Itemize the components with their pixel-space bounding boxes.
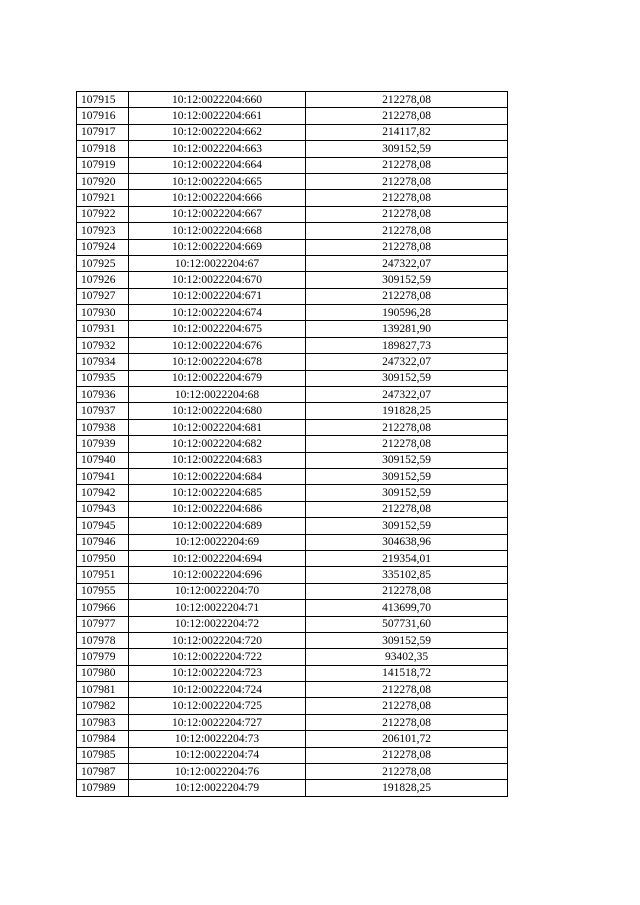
cadastral-number-cell: 10:12:0022204:68 bbox=[129, 387, 306, 403]
cadastral-number-cell: 10:12:0022204:79 bbox=[129, 780, 306, 796]
amount-cell: 413699,70 bbox=[306, 600, 508, 616]
cadastral-number-cell: 10:12:0022204:725 bbox=[129, 698, 306, 714]
row-id-cell: 107936 bbox=[77, 387, 129, 403]
cadastral-number-cell: 10:12:0022204:664 bbox=[129, 157, 306, 173]
amount-cell: 309152,59 bbox=[306, 485, 508, 501]
table-row bbox=[77, 173, 508, 189]
cadastral-number-cell: 10:12:0022204:669 bbox=[129, 239, 306, 255]
table-row bbox=[77, 387, 508, 403]
table-row bbox=[77, 600, 508, 616]
cadastral-number-cell: 10:12:0022204:681 bbox=[129, 419, 306, 435]
row-id-cell: 107943 bbox=[77, 501, 129, 517]
amount-cell: 309152,59 bbox=[306, 468, 508, 484]
cadastral-number-cell: 10:12:0022204:661 bbox=[129, 108, 306, 124]
row-id-cell: 107946 bbox=[77, 534, 129, 550]
amount-cell: 141518,72 bbox=[306, 665, 508, 681]
cadastral-number-cell: 10:12:0022204:675 bbox=[129, 321, 306, 337]
row-id-cell: 107922 bbox=[77, 206, 129, 222]
row-id-cell: 107950 bbox=[77, 550, 129, 566]
cadastral-number-cell: 10:12:0022204:69 bbox=[129, 534, 306, 550]
row-id-cell: 107978 bbox=[77, 632, 129, 648]
amount-cell: 247322,07 bbox=[306, 387, 508, 403]
amount-cell: 214117,82 bbox=[306, 124, 508, 140]
amount-cell: 212278,08 bbox=[306, 747, 508, 763]
row-id-cell: 107931 bbox=[77, 321, 129, 337]
amount-cell: 212278,08 bbox=[306, 714, 508, 730]
table-row bbox=[77, 780, 508, 796]
cadastral-number-cell: 10:12:0022204:682 bbox=[129, 436, 306, 452]
cadastral-number-cell: 10:12:0022204:660 bbox=[129, 92, 306, 108]
row-id-cell: 107981 bbox=[77, 682, 129, 698]
row-id-cell: 107983 bbox=[77, 714, 129, 730]
row-id-cell: 107917 bbox=[77, 124, 129, 140]
amount-cell: 212278,08 bbox=[306, 682, 508, 698]
cadastral-number-cell: 10:12:0022204:683 bbox=[129, 452, 306, 468]
cadastral-number-cell: 10:12:0022204:662 bbox=[129, 124, 306, 140]
table-row bbox=[77, 665, 508, 681]
table-row bbox=[77, 403, 508, 419]
row-id-cell: 107955 bbox=[77, 583, 129, 599]
table-row bbox=[77, 518, 508, 534]
cadastral-number-cell: 10:12:0022204:679 bbox=[129, 370, 306, 386]
row-id-cell: 107977 bbox=[77, 616, 129, 632]
cadastral-number-cell: 10:12:0022204:720 bbox=[129, 632, 306, 648]
amount-cell: 212278,08 bbox=[306, 419, 508, 435]
row-id-cell: 107919 bbox=[77, 157, 129, 173]
table-row bbox=[77, 354, 508, 370]
amount-cell: 93402,35 bbox=[306, 649, 508, 665]
table-row bbox=[77, 157, 508, 173]
amount-cell: 212278,08 bbox=[306, 108, 508, 124]
row-id-cell: 107980 bbox=[77, 665, 129, 681]
row-id-cell: 107941 bbox=[77, 468, 129, 484]
amount-cell: 507731,60 bbox=[306, 616, 508, 632]
cadastral-number-cell: 10:12:0022204:668 bbox=[129, 223, 306, 239]
cadastral-number-cell: 10:12:0022204:685 bbox=[129, 485, 306, 501]
table-row bbox=[77, 272, 508, 288]
row-id-cell: 107940 bbox=[77, 452, 129, 468]
amount-cell: 190596,28 bbox=[306, 305, 508, 321]
cadastral-number-cell: 10:12:0022204:663 bbox=[129, 141, 306, 157]
cadastral-number-cell: 10:12:0022204:666 bbox=[129, 190, 306, 206]
amount-cell: 247322,07 bbox=[306, 354, 508, 370]
amount-cell: 212278,08 bbox=[306, 583, 508, 599]
amount-cell: 309152,59 bbox=[306, 370, 508, 386]
table-row bbox=[77, 141, 508, 157]
amount-cell: 212278,08 bbox=[306, 436, 508, 452]
row-id-cell: 107942 bbox=[77, 485, 129, 501]
cadastral-number-cell: 10:12:0022204:67 bbox=[129, 255, 306, 271]
amount-cell: 219354,01 bbox=[306, 550, 508, 566]
cadastral-number-cell: 10:12:0022204:696 bbox=[129, 567, 306, 583]
row-id-cell: 107923 bbox=[77, 223, 129, 239]
row-id-cell: 107915 bbox=[77, 92, 129, 108]
cadastral-number-cell: 10:12:0022204:724 bbox=[129, 682, 306, 698]
cadastral-number-cell: 10:12:0022204:70 bbox=[129, 583, 306, 599]
amount-cell: 309152,59 bbox=[306, 518, 508, 534]
row-id-cell: 107934 bbox=[77, 354, 129, 370]
amount-cell: 212278,08 bbox=[306, 157, 508, 173]
amount-cell: 212278,08 bbox=[306, 698, 508, 714]
amount-cell: 212278,08 bbox=[306, 92, 508, 108]
table-row bbox=[77, 223, 508, 239]
table-row bbox=[77, 452, 508, 468]
table-row bbox=[77, 698, 508, 714]
table-row bbox=[77, 682, 508, 698]
amount-cell: 206101,72 bbox=[306, 731, 508, 747]
table-row bbox=[77, 124, 508, 140]
cadastral-number-cell: 10:12:0022204:73 bbox=[129, 731, 306, 747]
cadastral-number-cell: 10:12:0022204:680 bbox=[129, 403, 306, 419]
amount-cell: 212278,08 bbox=[306, 501, 508, 517]
table-row bbox=[77, 321, 508, 337]
row-id-cell: 107925 bbox=[77, 255, 129, 271]
row-id-cell: 107984 bbox=[77, 731, 129, 747]
amount-cell: 309152,59 bbox=[306, 141, 508, 157]
table-row bbox=[77, 255, 508, 271]
table-row bbox=[77, 337, 508, 353]
table-row bbox=[77, 288, 508, 304]
row-id-cell: 107945 bbox=[77, 518, 129, 534]
cadastral-number-cell: 10:12:0022204:72 bbox=[129, 616, 306, 632]
table-row bbox=[77, 419, 508, 435]
row-id-cell: 107979 bbox=[77, 649, 129, 665]
row-id-cell: 107966 bbox=[77, 600, 129, 616]
table-row bbox=[77, 567, 508, 583]
cadastral-number-cell: 10:12:0022204:667 bbox=[129, 206, 306, 222]
table-row bbox=[77, 239, 508, 255]
table-row bbox=[77, 370, 508, 386]
row-id-cell: 107987 bbox=[77, 764, 129, 780]
cadastral-number-cell: 10:12:0022204:727 bbox=[129, 714, 306, 730]
table-row bbox=[77, 649, 508, 665]
amount-cell: 189827,73 bbox=[306, 337, 508, 353]
data-table bbox=[76, 91, 508, 797]
amount-cell: 247322,07 bbox=[306, 255, 508, 271]
amount-cell: 212278,08 bbox=[306, 206, 508, 222]
row-id-cell: 107982 bbox=[77, 698, 129, 714]
row-id-cell: 107920 bbox=[77, 173, 129, 189]
table-row bbox=[77, 764, 508, 780]
row-id-cell: 107932 bbox=[77, 337, 129, 353]
cadastral-number-cell: 10:12:0022204:74 bbox=[129, 747, 306, 763]
cadastral-number-cell: 10:12:0022204:722 bbox=[129, 649, 306, 665]
cadastral-number-cell: 10:12:0022204:676 bbox=[129, 337, 306, 353]
amount-cell: 212278,08 bbox=[306, 190, 508, 206]
row-id-cell: 107939 bbox=[77, 436, 129, 452]
cadastral-number-cell: 10:12:0022204:665 bbox=[129, 173, 306, 189]
table-row bbox=[77, 190, 508, 206]
table-row bbox=[77, 534, 508, 550]
row-id-cell: 107926 bbox=[77, 272, 129, 288]
table-row bbox=[77, 714, 508, 730]
table-row bbox=[77, 92, 508, 108]
row-id-cell: 107938 bbox=[77, 419, 129, 435]
amount-cell: 212278,08 bbox=[306, 288, 508, 304]
amount-cell: 191828,25 bbox=[306, 780, 508, 796]
table-row bbox=[77, 632, 508, 648]
amount-cell: 212278,08 bbox=[306, 764, 508, 780]
row-id-cell: 107935 bbox=[77, 370, 129, 386]
table-row bbox=[77, 747, 508, 763]
amount-cell: 309152,59 bbox=[306, 452, 508, 468]
table-row bbox=[77, 731, 508, 747]
row-id-cell: 107924 bbox=[77, 239, 129, 255]
table-row bbox=[77, 108, 508, 124]
row-id-cell: 107951 bbox=[77, 567, 129, 583]
row-id-cell: 107921 bbox=[77, 190, 129, 206]
amount-cell: 212278,08 bbox=[306, 223, 508, 239]
amount-cell: 191828,25 bbox=[306, 403, 508, 419]
row-id-cell: 107918 bbox=[77, 141, 129, 157]
cadastral-number-cell: 10:12:0022204:678 bbox=[129, 354, 306, 370]
amount-cell: 212278,08 bbox=[306, 173, 508, 189]
cadastral-number-cell: 10:12:0022204:71 bbox=[129, 600, 306, 616]
amount-cell: 304638,96 bbox=[306, 534, 508, 550]
row-id-cell: 107989 bbox=[77, 780, 129, 796]
cadastral-number-cell: 10:12:0022204:674 bbox=[129, 305, 306, 321]
cadastral-number-cell: 10:12:0022204:76 bbox=[129, 764, 306, 780]
table-row bbox=[77, 468, 508, 484]
cadastral-number-cell: 10:12:0022204:670 bbox=[129, 272, 306, 288]
row-id-cell: 107985 bbox=[77, 747, 129, 763]
row-id-cell: 107916 bbox=[77, 108, 129, 124]
row-id-cell: 107937 bbox=[77, 403, 129, 419]
amount-cell: 335102,85 bbox=[306, 567, 508, 583]
cadastral-number-cell: 10:12:0022204:684 bbox=[129, 468, 306, 484]
table-row bbox=[77, 206, 508, 222]
amount-cell: 309152,59 bbox=[306, 632, 508, 648]
row-id-cell: 107927 bbox=[77, 288, 129, 304]
cadastral-number-cell: 10:12:0022204:694 bbox=[129, 550, 306, 566]
cadastral-number-cell: 10:12:0022204:723 bbox=[129, 665, 306, 681]
amount-cell: 309152,59 bbox=[306, 272, 508, 288]
table-row bbox=[77, 501, 508, 517]
cadastral-number-cell: 10:12:0022204:689 bbox=[129, 518, 306, 534]
amount-cell: 139281,90 bbox=[306, 321, 508, 337]
table-row bbox=[77, 305, 508, 321]
cadastral-number-cell: 10:12:0022204:671 bbox=[129, 288, 306, 304]
table-row bbox=[77, 550, 508, 566]
amount-cell: 212278,08 bbox=[306, 239, 508, 255]
table-row bbox=[77, 583, 508, 599]
table-row bbox=[77, 485, 508, 501]
row-id-cell: 107930 bbox=[77, 305, 129, 321]
cadastral-number-cell: 10:12:0022204:686 bbox=[129, 501, 306, 517]
table-body bbox=[77, 92, 508, 797]
table-row bbox=[77, 436, 508, 452]
table-row bbox=[77, 616, 508, 632]
